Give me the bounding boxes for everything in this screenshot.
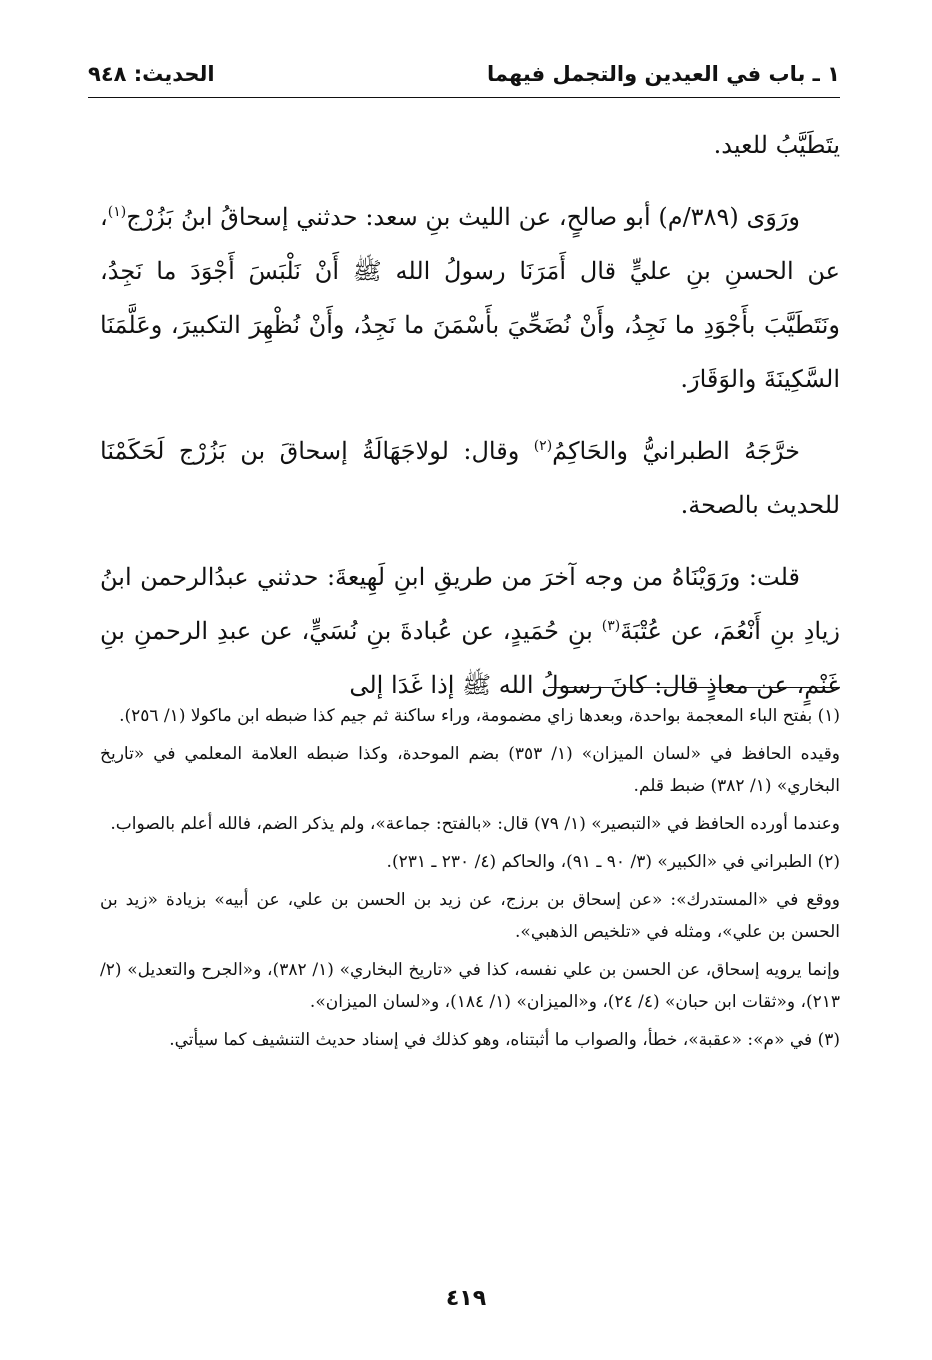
footnote-ref-1: (١) — [107, 204, 127, 220]
paragraph-gap — [100, 172, 840, 190]
paragraph-2-text-b: ، عن الحسنِ بنِ عليٍّ قال أَمَرَنَا رسولُ الله ﷺ أَنْ نَلْبَسَ أَجْوَدَ ما نَجِدُ، ونَتَطَيَّبَ بأَجْوَدِ ما نَجِدُ، وأَنْ نُضَحِّيَ بأَسْمَنَ ما نَجِدُ، وأَنْ نُظْهِرَ التكبيرَ، وعَلَّمَنَا السَّكِينَةَ والوَقَارَ. — [100, 203, 841, 393]
page-number: ٤١٩ — [445, 1286, 487, 1311]
paragraph-4-text-a: قلت: ورَوَيْنَاهُ من وجه آخرَ من طريقِ ابنِ لَهِيعةَ: حدثني عبدُالرحمن ابنُ زيادِ بنِ أَنْعُمَ، عن عُتْبَةَ — [100, 563, 840, 645]
paragraph-2-text-a: ورَوَى (٣٨٩/م) أبو صالحٍ، عن الليث بنِ سعد: حدثني إسحاقُ ابنُ بَزُرْج — [126, 203, 800, 231]
paragraph-3-text-a: خرَّجَهُ الطبرانيُّ والحَاكِمُ — [552, 437, 800, 465]
running-header — [88, 58, 840, 92]
paragraph-2 — [100, 190, 840, 406]
footnote-2: (٢) الطبراني في «الكبير» (٣/ ٩٠ ـ ٩١)، والحاكم (٤/ ٢٣٠ ـ ٢٣١). — [386, 852, 840, 872]
footnote-3: (٣) في «م»: «عقبة»، خطأ، والصواب ما أثبتناه، وهو كذلك في إسناد حديث التنشيف كما سيأتي. — [169, 1030, 840, 1050]
footnote-1-continuation: وقيده الحافظ في «لسان الميزان» (١/ ٣٥٣) بضم الموحدة، وكذا ضبطه العلامة المعلمي في «تاريخ البخاري» (١/ ٣٨٢) ضبط قلم. — [100, 744, 840, 796]
footnotes — [100, 700, 840, 1062]
footnote-ref-2: (٢) — [533, 438, 553, 454]
paragraph-1: يتَطَيَّبُ للعيد. — [713, 131, 840, 159]
footnote-1-continuation: وعندما أورده الحافظ في «التبصير» (١/ ٧٩) قال: «بالفتح: جماعة»، ولم يذكر الضم، فالله أعلم بالصواب. — [110, 814, 840, 834]
footnote-ref-3: (٣) — [601, 618, 621, 634]
paragraph-gap — [100, 406, 840, 424]
footnote-2-continuation: وإنما يرويه إسحاق، عن الحسن بن علي نفسه، كذا في «تاريخ البخاري» (١/ ٣٨٢)، و«الجرح والتعديل» (٢/ ٢١٣)، و«ثقات ابن حبان» (٤/ ٢٤)، و«الميزان» (١/ ١٨٤)، و«لسان الميزان». — [100, 960, 840, 1012]
paragraph-4-text-b: بنِ حُمَيدٍ، عن عُبادةَ بنِ نُسَيٍّ، عن عبدِ الرحمنِ بنِ غَنْمٍ، عن معاذٍ قال: كانَ رسولُ الله ﷺ إذا غَدَا إلى — [100, 617, 840, 699]
main-text — [100, 118, 840, 712]
paragraph-gap — [100, 532, 840, 550]
header-rule — [88, 97, 840, 98]
footnote-separator — [548, 687, 840, 688]
footnote-2-continuation: ووقع في «المستدرك»: «عن إسحاق بن برزج، عن زيد بن الحسن بن علي، عن أبيه» بزيادة «زيد بن الحسن بن علي»، ومثله في «تلخيص الذهبي». — [100, 890, 840, 942]
paragraph-3 — [100, 424, 840, 532]
hadith-number: الحديث: ٩٤٨ — [88, 62, 215, 86]
chapter-title: ١ ـ باب في العيدين والتجمل فيهما — [487, 62, 840, 86]
footnote-1: (١) بفتح الباء المعجمة بواحدة، وبعدها زاي مضمومة، وراء ساكنة ثم جيم كذا ضبطه ابن ماكولا (١/ ٢٥٦). — [119, 706, 840, 726]
paragraph-3-text-b: وقال: لولاجَهَالَةُ إسحاقَ بن بَزُرْج لَحَكَمْنَا للحديث بالصحة. — [100, 437, 840, 519]
